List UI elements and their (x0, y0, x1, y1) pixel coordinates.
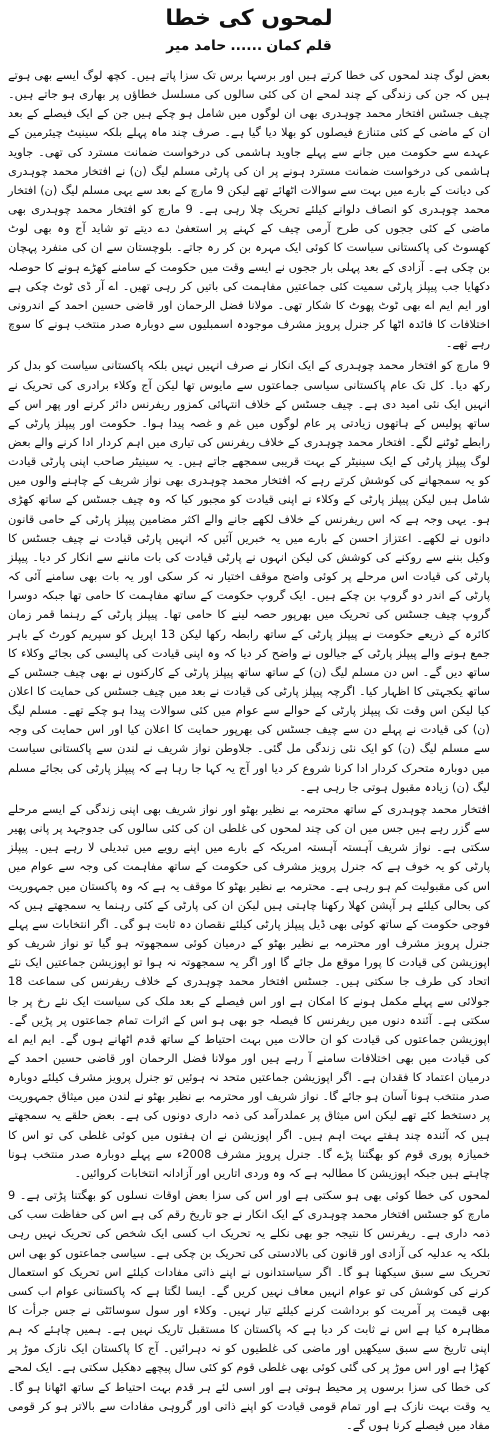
article-paragraph: 9 مارچ کو افتخار محمد چوہدری کے ایک انکار نے صرف انہیں نہیں بلکہ پاکستانی سیاست کو بدل کر رکھ دیا۔ کل تک عام پاکستانی سیاسی جماعتوں سے مایوس تھا لیکن آج وکلاء برادری کی تحریک نے انہیں ایک نئی امید دی ہے۔ چیف جسٹس کے خلاف انتہائی کمزور ریفرنس دائر کرنے اور پھر اس کے ساتھ پولیس کے ہاتھوں زیادتی پر عام لوگوں میں غم و غصہ پیدا ہوا۔ حکومت اور پیپلز پارٹی کے رابطے ٹوٹنے لگے۔ افتخار محمد چوہدری کے خلاف ریفرنس کی تیاری میں اہم کردار ادا کرنے والے بعض لوگ پیپلز پارٹی کے ایک سینیٹر کے بہت قریبی سمجھے جاتے ہیں۔ یہ سینیٹر صاحب اپنی پارٹی قیادت کو یہ سمجھانے کی کوشش کرتے رہے کہ افتخار محمد چوہدری بھی نواز شریف کے چاہنے والوں میں شامل ہیں لیکن پیپلز پارٹی کے وکلاء نے اپنی قیادت کو مجبور کیا کہ وہ چیف جسٹس کے ساتھ کھڑی ہو۔ یہی وجہ ہے کہ اس ریفرنس کے خلاف لکھے جانے والے اکثر مضامین پیپلز پارٹی کے حامی قانون دانوں نے لکھے۔ اعتزاز احسن کے بارے میں یہ خبریں آئیں کہ انہیں پارٹی قیادت نے چیف جسٹس کا وکیل بننے سے روکنے کی کوشش کی لیکن انہوں نے پارٹی قیادت کی بات ماننے سے انکار کر دیا۔ پیپلز پارٹی کی قیادت اس مرحلے پر کوئی واضح موقف اختیار نہ کر سکی اور یہ بات بھی سامنے آئی کہ پارٹی کے اندر دو گروپ بن چکے ہیں۔ ایک گروپ حکومت کے ساتھ مفاہمت کا حامی تھا جبکہ دوسرا گروپ چیف جسٹس کی تحریک میں بھرپور حصہ لینے کا حامی تھا۔ پیپلز پارٹی کے رہنما قمر زمان کائرہ کے ذریعے حکومت نے پیپلز پارٹی کے ساتھ رابطہ رکھا لیکن 13 اپریل کو سپریم کورٹ کے باہر جمع ہونے والے پیپلز پارٹی کے جیالوں نے واضح کر دیا کہ وہ اپنی قیادت کی پالیسی کی بجائے وکلاء کا ساتھ دیں گے۔ اس دن مسلم لیگ (ن) کے ساتھ ساتھ پیپلز پارٹی کے کارکنوں نے بھی چیف جسٹس کے ساتھ یکجہتی کا اظہار کیا۔ اگرچہ پیپلز پارٹی کی قیادت نے بعد میں چیف جسٹس کی حمایت کا اعلان کیا لیکن اس وقت تک پیپلز پارٹی کے حوالے سے عوام میں کئی سوالات پیدا ہو چکے تھے۔ مسلم لیگ (ن) کی قیادت نے پہلے دن سے چیف جسٹس کی بھرپور حمایت کا اعلان کیا اور اس حمایت کی وجہ سے مسلم لیگ (ن) کو ایک نئی زندگی مل گئی۔ جلاوطن نواز شریف نے لندن سے پاکستانی سیاست میں دوبارہ متحرک کردار ادا کرنا شروع کر دیا اور آج یہ کہا جا رہا ہے کہ پیپلز پارٹی کی بجائے مسلم لیگ (ن) زیادہ مقبول ہوتی جا رہی ہے۔ (8, 358, 490, 794)
article-title: لمحوں کی خطا (165, 6, 333, 31)
column-name: قلم کمان (266, 38, 332, 54)
article-paragraph: بعض لوگ چند لمحوں کی خطا کرتے ہیں اور برسہا برس تک سزا پاتے ہیں۔ کچھ لوگ ایسے بھی ہوتے ہیں کہ جن کی زندگی کے چند لمحے ان کی کئی سالوں کی مسلسل خطاؤں پر بھاری ہو جاتے ہیں۔ چیف جسٹس افتخار محمد چوہدری بھی ان لوگوں میں شامل ہو چکے ہیں جن کے ایک فیصلے کے بعد ان کے ماضی کے کئی متنازع فیصلوں کو بھلا دیا گیا ہے۔ صرف چند ماہ پہلے بلکہ سینیٹ چیئرمین کے عہدے سے حکومت میں جانے سے پہلے جاوید ہاشمی کی درخواست ضمانت مسترد کی تھی۔ جاوید ہاشمی کی درخواست ضمانت مسترد ہونے پر ان کی پارٹی مسلم لیگ (ن) نے افتخار محمد چوہدری کی دیانت کے بارے میں بہت سے سوالات اٹھائے تھے لیکن 9 مارچ کے بعد سے یہی مسلم لیگ (ن) افتخار محمد چوہدری کو انصاف دلوانے کیلئے تحریک چلا رہی ہے۔ 9 مارچ کو افتخار محمد چوہدری بھی ماضی کے کئی ججوں کی طرح آرمی چیف کے کہنے پر استعفیٰ دے دیتے تو شاید آج وہ بھی لوٹ کھسوٹ کی پاکستانی سیاست کا کوئی ایک مہرہ بن کر رہ جاتے۔ بلوچستان سے ان کی منفرد پہچان بن چکی ہے۔ آزادی کے بعد پہلی بار ججوں نے ایسے وقت میں حکومت کے سامنے کھڑے ہونے کا حوصلہ دکھایا جب پیپلز پارٹی سمیت کئی جماعتیں مفاہمت کی باتیں کر رہی تھیں۔ اے آر ڈی ٹوٹ چکی ہے اور ایم ایم اے بھی ٹوٹ پھوٹ کا شکار تھی۔ مولانا فضل الرحمان اور قاضی حسین احمد کے اندرونی اختلافات کا فائدہ اٹھا کر جنرل پرویز مشرف موجودہ اسمبلیوں سے دوبارہ صدر منتخب ہونے کا سوچ رہے تھے۔ (8, 68, 490, 351)
author-name: حامد میر (166, 38, 227, 54)
article-paragraph: لمحوں کی خطا کوئی بھی ہو سکتی ہے اور اس کی سزا بعض اوقات نسلوں کو بھگتنا پڑتی ہے۔ 9 مارچ کو جسٹس افتخار محمد چوہدری کے ایک انکار نے جو تاریخ رقم کی ہے اس کی حفاظت سب کی ذمہ داری ہے۔ ریفرنس کا نتیجہ جو بھی نکلے یہ تحریک اب کسی ایک شخص کی تحریک نہیں رہی بلکہ یہ عدلیہ کی آزادی اور قانون کی بالادستی کی تحریک بن چکی ہے۔ سیاسی جماعتوں کو بھی اس تحریک سے سبق سیکھنا ہو گا۔ اگر سیاستدانوں نے اپنے ذاتی مفادات کیلئے اس تحریک کو استعمال کرنے کی کوشش کی تو عوام انہیں معاف نہیں کریں گے۔ ایسا لگتا ہے کہ پاکستانی عوام اب کسی بھی قیمت پر آمریت کو برداشت کرنے کیلئے تیار نہیں۔ وکلاء اور سول سوسائٹی نے جس جرأت کا مظاہرہ کیا ہے اس نے ثابت کر دیا ہے کہ پاکستان کا مستقبل تاریک نہیں ہے۔ ہمیں چاہئے کہ ہم اپنی تاریخ سے سبق سیکھیں اور ماضی کی غلطیوں کو نہ دہرائیں۔ آج کا پاکستان ایک نازک موڑ پر کھڑا ہے اور اس موڑ پر کی گئی کوئی بھی غلطی قوم کو کئی سال پیچھے دھکیل سکتی ہے۔ ایک لمحے کی خطا کی سزا برسوں پر محیط ہوتی ہے اور اسی لئے ہر قدم بہت احتیاط کے ساتھ اٹھانا ہو گا۔ یہ وقت بہت نازک ہے اور تمام قومی قیادت کو اپنے ذاتی اور گروہی مفادات سے بالاتر ہو کر قومی مفاد میں فیصلے کرنا ہوں گے۔ (8, 1188, 490, 1432)
article-paragraph: افتخار محمد چوہدری کے ساتھ محترمہ بے نظیر بھٹو اور نواز شریف بھی اپنی زندگی کے ایسے مرحلے سے گزر رہے ہیں جس میں ان کی چند لمحوں کی غلطی ان کی کئی سالوں کی جدوجہد پر پانی پھیر سکتی ہے۔ نواز شریف آہستہ آہستہ امریکہ کے بارے میں اپنے رویے میں تبدیلی لا رہے ہیں۔ پیپلز پارٹی کو یہ خوف ہے کہ جنرل پرویز مشرف کی حکومت کے ساتھ مفاہمت کی وجہ سے عوام میں اس کی مقبولیت کم ہو رہی ہے۔ محترمہ بے نظیر بھٹو کا موقف یہ ہے کہ وہ پاکستان میں جمہوریت کی بحالی کیلئے ہر آپشن کھلا رکھنا چاہتی ہیں لیکن ان کی پارٹی کے کئی رہنما یہ سمجھتے ہیں کہ فوجی حکومت کے ساتھ کوئی بھی ڈیل پیپلز پارٹی کیلئے نقصان دہ ثابت ہو گی۔ اگر انتخابات سے پہلے جنرل پرویز مشرف اور محترمہ بے نظیر بھٹو کے درمیان کوئی سمجھوتہ ہو گیا تو نواز شریف کو اپوزیشن کی قیادت کا پورا موقع مل جائے گا اور اگر یہ سمجھوتہ نہ ہوا تو اپوزیشن جماعتیں ایک نئے اتحاد کی طرف جا سکتی ہیں۔ جسٹس افتخار محمد چوہدری کے خلاف ریفرنس کی سماعت 18 جولائی سے پہلے مکمل ہونے کا امکان ہے اور اس فیصلے کے بعد ملک کی سیاست ایک نئے رخ پر جا سکتی ہے۔ آئندہ دنوں میں ریفرنس کا فیصلہ جو بھی ہو اس کے اثرات تمام جماعتوں پر پڑیں گے۔ اپوزیشن جماعتوں کی قیادت کو ان حالات میں بہت احتیاط کے ساتھ قدم اٹھانے ہوں گے۔ ایم ایم اے کی قیادت میں بھی اختلافات سامنے آ رہے ہیں اور مولانا فضل الرحمان اور قاضی حسین احمد کے درمیان اعتماد کا فقدان ہے۔ اگر اپوزیشن جماعتیں متحد نہ ہوئیں تو جنرل پرویز مشرف کیلئے دوبارہ صدر منتخب ہونا آسان ہو جائے گا۔ نواز شریف اور محترمہ بے نظیر بھٹو نے لندن میں میثاق جمہوریت پر دستخط کئے تھے لیکن اس میثاق پر عملدرآمد کی ذمہ داری دونوں کی ہے۔ بعض حلقے یہ سمجھتے ہیں کہ آئندہ چند ہفتے بہت اہم ہیں۔ اگر اپوزیشن نے ان ہفتوں میں کوئی غلطی کی تو اس کا خمیازہ پوری قوم کو بھگتنا پڑے گا۔ جنرل پرویز مشرف 2008ء سے پہلے دوبارہ صدر منتخب ہونا چاہتے ہیں جبکہ اپوزیشن کا مطالبہ ہے کہ وہ وردی اتاریں اور آزادانہ انتخابات کروائیں۔ (8, 801, 491, 1180)
byline (8, 36, 490, 60)
article-body (8, 66, 490, 1435)
byline-separator: ...... (230, 38, 263, 54)
